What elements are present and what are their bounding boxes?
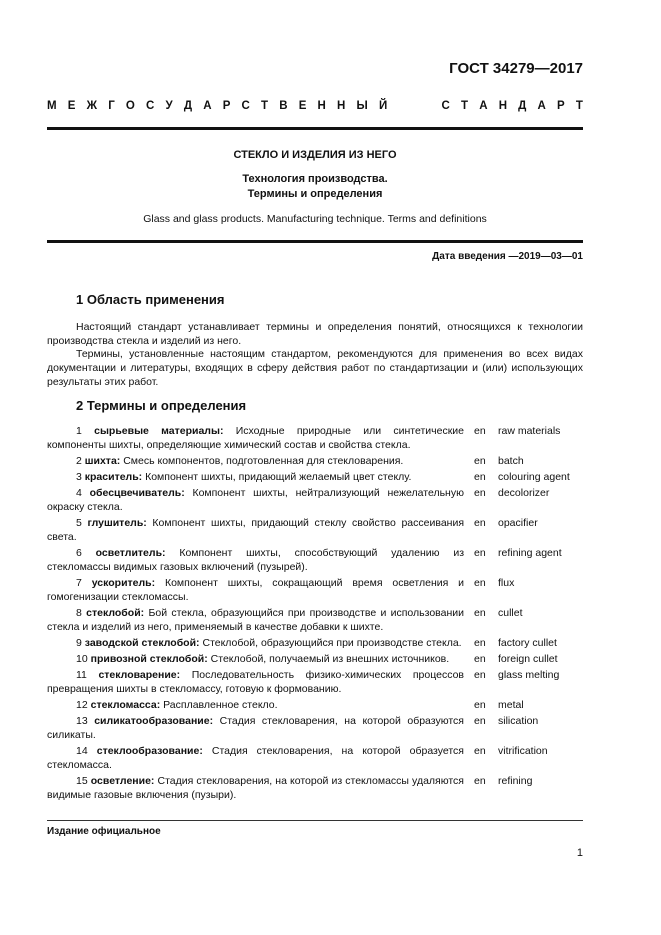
term-name: шихта: [84,455,121,467]
term-number: 11 [76,669,87,681]
standard-type-letter [427,100,430,112]
term-entry [47,636,583,650]
term-definition [47,744,464,772]
term-english-equivalent: batch [498,455,524,467]
term-entry [47,470,583,484]
title-divider [47,240,583,243]
page-number: 1 [576,847,583,859]
term-definition-text: Компонент шихты, способствующий удалению из стекломассы видимых газовых включений (пузырей). [47,547,465,573]
standard-type-letter: Ы [356,100,368,112]
gost-code: ГОСТ 34279—2017 [449,60,583,77]
term-definition [47,424,464,452]
section-1-paragraph-2: Термины, установленные настоящим стандартом, рекомендуются для применения во всех видах документации и литературы, входящих в сферу действия работ по стандартизации и (или) использующих результаты этих работ. [47,348,583,389]
section-1-paragraph-1: Настоящий стандарт устанавливает термины и определения понятий, относящихся к технологии производства стекла и изделий из него. [47,321,583,348]
term-number: 13 [76,715,88,727]
standard-type-heading [47,100,583,112]
standard-type-letter: А [203,100,212,112]
standard-type-letter: Д [518,100,527,112]
standard-type-letter: А [479,100,488,112]
term-definition [47,516,464,544]
term-definition-text: Компонент шихты, сокращающий время осветления и гомогенизации стекломассы. [47,577,465,603]
term-language-code: en [474,425,486,437]
term-definition-text: Компонент шихты, придающий желаемый цвет стеклу. [142,471,412,483]
term-entry [47,714,583,742]
term-definition [47,698,464,712]
term-definition-text: Стеклобой, получаемый из внешних источников. [207,653,450,665]
document-subtitle-line2: Термины и определения [247,188,383,200]
term-definition-text: Стадия стекловарения, на которой из стекломассы удаляются видимые газовые включения (пузыри). [47,775,464,801]
term-number: 1 [76,425,82,437]
term-number: 9 [76,637,82,649]
term-definition-text: Стеклобой, образующийся при производстве стекла. [199,637,462,649]
standard-type-letter: Н [337,100,346,112]
term-name: сырьевые материалы: [94,425,224,437]
standard-type-letter: Н [317,100,326,112]
term-english-equivalent: decolorizer [498,487,550,499]
term-definition [47,454,464,468]
term-language-code: en [474,669,486,681]
term-definition [47,636,464,650]
term-entry [47,576,583,604]
standard-type-letter [398,100,401,112]
top-divider [47,127,583,130]
term-definition [47,576,464,604]
term-english-equivalent: silication [498,715,539,727]
standard-type-letter: Н [498,100,507,112]
term-english-equivalent: flux [498,577,515,589]
term-english-equivalent: metal [498,699,524,711]
term-english-equivalent: refining [498,775,533,787]
term-language-code: en [474,471,486,483]
standard-type-letter: Д [183,100,193,112]
standard-type-letter: С [441,100,450,112]
term-definition [47,486,464,514]
term-definition-text: Компонент шихты, придающий стеклу свойство рассеивания света. [47,517,465,543]
term-name: ускоритель: [91,577,156,589]
term-definition-text: Исходные природные или синтетические компоненты шихты, определяющие химический состав и свойства стекла. [47,425,464,451]
term-name: стекломасса: [90,699,161,711]
term-definition [47,652,464,666]
term-name: осветлитель: [95,547,166,559]
standard-type-letter: Т [575,100,583,112]
term-definition [47,668,464,696]
introduction-date: Дата введения —2019—03—01 [432,251,583,262]
term-language-code: en [474,699,486,711]
term-definition-text: Бой стекла, образующийся при производстве и использовании стекла и изделий из него, применяемый в качестве добавки к шихте. [47,607,464,633]
standard-type-letter: С [146,100,155,112]
term-entry [47,774,583,802]
terms-list [47,424,583,804]
standard-type-letter: Р [222,100,231,112]
term-language-code: en [474,547,486,559]
term-language-code: en [474,487,486,499]
term-entry [47,744,583,772]
standard-type-letter: Г [108,100,115,112]
term-number: 14 [76,745,88,757]
term-english-equivalent: cullet [498,607,523,619]
term-language-code: en [474,653,486,665]
term-number: 3 [76,471,82,483]
term-number: 7 [76,577,82,589]
standard-type-letter: А [537,100,546,112]
term-definition [47,774,464,802]
standard-type-letter: Й [378,100,388,112]
term-entry [47,424,583,452]
term-entry [47,668,583,696]
term-definition [47,470,464,484]
term-language-code: en [474,455,486,467]
term-english-equivalent: factory cullet [498,637,557,649]
term-english-equivalent: refining agent [498,547,562,559]
term-number: 12 [76,699,88,711]
footer-divider [47,820,583,821]
term-number: 5 [76,517,82,529]
term-entry [47,606,583,634]
standard-type-letter: О [125,100,135,112]
term-definition-text: Компонент шихты, нейтрализующий нежелательную окраску стекла. [47,487,464,513]
term-definition-text: Стадия стекловарения, на которой образуется стекломасса. [47,745,464,771]
term-name: заводской стеклобой: [84,637,200,649]
term-definition [47,714,464,742]
term-definition-text: Последовательность физико-химических процессов превращения шихты в стекломассу, готовую к формованию. [47,669,464,695]
term-entry [47,486,583,514]
term-entry [47,454,583,468]
section-2-title: 2 Термины и определения [76,398,247,413]
term-number: 8 [76,607,82,619]
term-english-equivalent: colouring agent [498,471,570,483]
term-number: 6 [76,547,82,559]
term-entry [47,652,583,666]
term-entry [47,698,583,712]
term-number: 10 [76,653,88,665]
term-definition [47,546,464,574]
term-definition-text: Расплавленное стекло. [160,699,278,711]
term-number: 2 [76,455,82,467]
standard-type-letter: Р [557,100,565,112]
standard-type-letter: Ж [86,100,98,112]
term-language-code: en [474,637,486,649]
standard-type-letter: С [241,100,250,112]
english-title: Glass and glass products. Manufacturing technique. Terms and definitions [143,213,487,225]
term-language-code: en [474,607,486,619]
term-language-code: en [474,745,486,757]
section-1-title: 1 Область применения [76,292,225,307]
term-english-equivalent: opacifier [498,517,538,529]
term-language-code: en [474,715,486,727]
term-language-code: en [474,577,486,589]
term-language-code: en [474,775,486,787]
term-definition-text: Стадия стекловарения, на которой образуются силикаты. [47,715,464,741]
term-name: обесцвечиватель: [89,487,185,499]
standard-type-letter [413,100,416,112]
term-entry [47,516,583,544]
term-definition [47,606,464,634]
standard-type-letter: М [47,100,57,112]
term-name: краситель: [84,471,143,483]
term-name: привозной стеклобой: [90,653,208,665]
term-name: стеклообразование: [96,745,203,757]
standard-type-letter: Е [67,100,76,112]
document-title: СТЕКЛО И ИЗДЕЛИЯ ИЗ НЕГО [233,149,397,161]
standard-type-letter: Е [298,100,307,112]
term-name: стекловарение: [98,669,181,681]
document-subtitle-line1: Технология производства. [242,173,388,185]
term-name: стеклобой: [86,607,145,619]
standard-type-letter: В [279,100,288,112]
term-name: осветление: [90,775,155,787]
term-english-equivalent: glass melting [498,669,560,681]
term-english-equivalent: raw materials [498,425,561,437]
term-name: глушитель: [87,517,147,529]
edition-label: Издание официальное [47,826,161,837]
term-english-equivalent: foreign cullet [498,653,558,665]
term-definition-text: Смесь компонентов, подготовленная для стекловарения. [120,455,404,467]
standard-type-letter: Т [461,100,469,112]
term-english-equivalent: vitrification [498,745,548,757]
standard-type-letter: У [165,100,173,112]
term-name: силикатообразование: [94,715,214,727]
term-entry [47,546,583,574]
term-number: 15 [76,775,88,787]
term-number: 4 [76,487,82,499]
standard-type-letter: Т [261,100,269,112]
term-language-code: en [474,517,486,529]
